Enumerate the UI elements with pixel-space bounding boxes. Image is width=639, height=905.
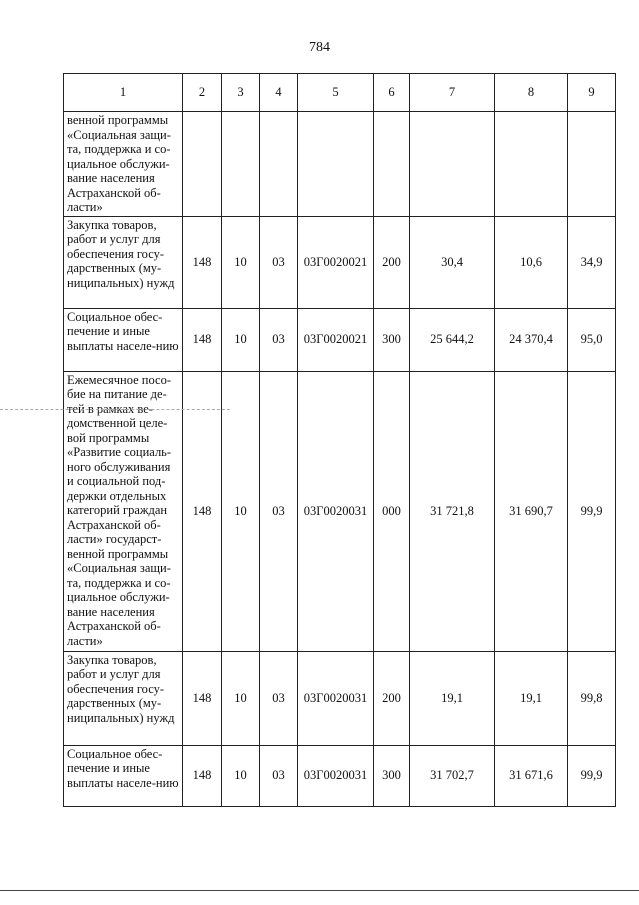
cell-col8: 19,1 <box>495 651 568 745</box>
cell-col8: 24 370,4 <box>495 308 568 371</box>
table-row <box>64 371 616 651</box>
column-header: 7 <box>410 74 495 112</box>
cell-col4 <box>260 112 298 217</box>
cell-col9: 99,9 <box>568 745 616 806</box>
cell-col7: 31 721,8 <box>410 371 495 651</box>
cell-col4: 03 <box>260 651 298 745</box>
row-name: Закупка товаров, работ и услуг для обеспечения госу-дарственных (му-ниципальных) нужд <box>64 651 183 745</box>
cell-col2: 148 <box>183 308 222 371</box>
row-name: Социальное обес-печение и иные выплаты населе-нию <box>64 745 183 806</box>
cell-col7 <box>410 112 495 217</box>
cell-col4: 03 <box>260 308 298 371</box>
cell-col9 <box>568 112 616 217</box>
table-row <box>64 745 616 806</box>
row-name: Закупка товаров, работ и услуг для обеспечения госу-дарственных (му-ниципальных) нужд <box>64 216 183 308</box>
cell-col3: 10 <box>222 216 260 308</box>
cell-col8: 10,6 <box>495 216 568 308</box>
cell-col2: 148 <box>183 651 222 745</box>
cell-col7: 31 702,7 <box>410 745 495 806</box>
cell-col2: 148 <box>183 745 222 806</box>
row-name: Ежемесячное посо-бие на питание де-тей в рамках ве-домственной целе-вой программы «Развитие социаль-ного обслуживания и социальной под-держки отдельных категорий граждан Астраханской об-ласти» государст-венной программы «Социальная защи-та, поддержка и со-циальное обслужи-вание населения Астраханской об-ласти» <box>64 371 183 651</box>
column-header: 8 <box>495 74 568 112</box>
cell-col8: 31 690,7 <box>495 371 568 651</box>
cell-col6: 000 <box>374 371 410 651</box>
table-row <box>64 651 616 745</box>
budget-table <box>63 73 616 807</box>
cell-col5: 03Г0020031 <box>298 371 374 651</box>
cell-col3: 10 <box>222 651 260 745</box>
cell-col9: 99,8 <box>568 651 616 745</box>
table-row <box>64 308 616 371</box>
cell-col7: 25 644,2 <box>410 308 495 371</box>
column-header: 1 <box>64 74 183 112</box>
cell-col2: 148 <box>183 371 222 651</box>
page-number: 784 <box>309 40 330 55</box>
cell-col3: 10 <box>222 308 260 371</box>
cell-col5: 03Г0020031 <box>298 651 374 745</box>
cell-col4: 03 <box>260 371 298 651</box>
cell-col5: 03Г0020031 <box>298 745 374 806</box>
cell-col3 <box>222 112 260 217</box>
cell-col3: 10 <box>222 745 260 806</box>
cell-col8: 31 671,6 <box>495 745 568 806</box>
table-header-row <box>64 74 616 112</box>
cell-col9: 34,9 <box>568 216 616 308</box>
cell-col2: 148 <box>183 216 222 308</box>
column-header: 6 <box>374 74 410 112</box>
cell-col6 <box>374 112 410 217</box>
column-header: 4 <box>260 74 298 112</box>
table-row <box>64 112 616 217</box>
column-header: 9 <box>568 74 616 112</box>
cell-col9: 99,9 <box>568 371 616 651</box>
row-name: венной программы «Социальная защи-та, поддержка и со-циальное обслужи-вание населения Астраханской об-ласти» <box>64 112 183 217</box>
cell-col4: 03 <box>260 216 298 308</box>
table-row <box>64 216 616 308</box>
cell-col6: 300 <box>374 308 410 371</box>
column-header: 5 <box>298 74 374 112</box>
cell-col3: 10 <box>222 371 260 651</box>
cell-col5: 03Г0020021 <box>298 216 374 308</box>
cell-col7: 30,4 <box>410 216 495 308</box>
cell-col8 <box>495 112 568 217</box>
scan-bottom-edge <box>0 890 639 891</box>
cell-col5: 03Г0020021 <box>298 308 374 371</box>
cell-col7: 19,1 <box>410 651 495 745</box>
cell-col6: 200 <box>374 216 410 308</box>
scan-artifact-line <box>0 409 230 410</box>
cell-col6: 200 <box>374 651 410 745</box>
row-name: Социальное обес-печение и иные выплаты населе-нию <box>64 308 183 371</box>
cell-col6: 300 <box>374 745 410 806</box>
cell-col4: 03 <box>260 745 298 806</box>
cell-col2 <box>183 112 222 217</box>
cell-col5 <box>298 112 374 217</box>
column-header: 2 <box>183 74 222 112</box>
column-header: 3 <box>222 74 260 112</box>
cell-col9: 95,0 <box>568 308 616 371</box>
